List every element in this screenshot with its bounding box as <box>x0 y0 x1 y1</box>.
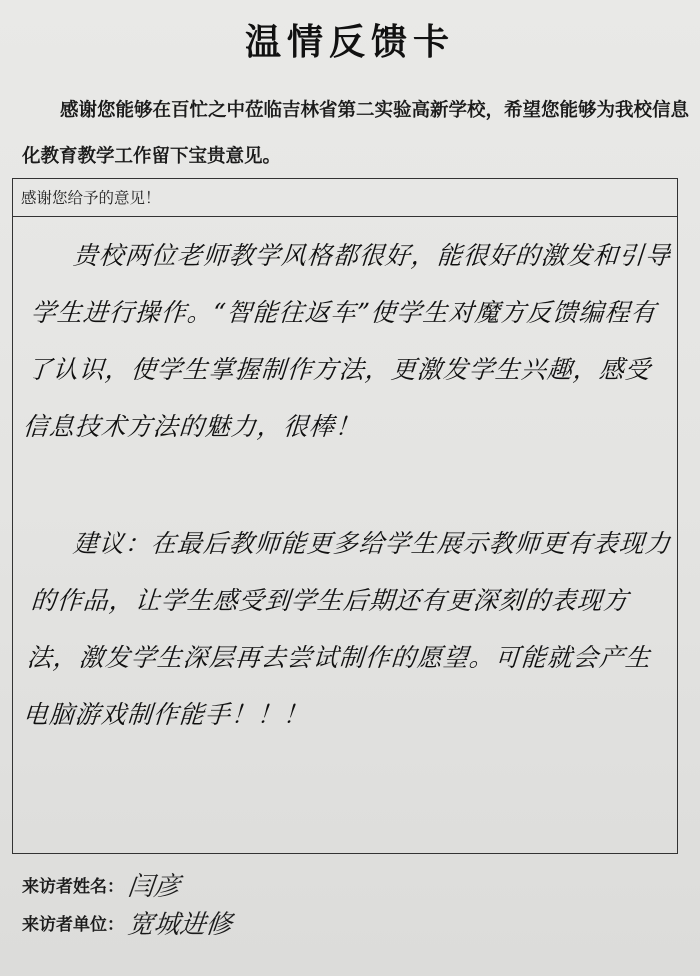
intro-text-content: 感谢您能够在百忙之中莅临吉林省第二实验高新学校，希望您能够为我校信息化教育教学工作留下宝贵意见。 <box>22 100 690 167</box>
visitor-org-value: 宽城进修 <box>126 910 234 940</box>
visitor-org-label: 来访者单位： <box>22 915 124 935</box>
visitor-name-label: 来访者姓名： <box>22 877 124 897</box>
comment-box-header: 感谢您给予的意见！ <box>13 179 677 217</box>
page-title: 温情反馈卡 <box>244 21 455 63</box>
intro-text <box>22 88 692 180</box>
comment-paragraph-2: 建议：在最后教师能更多给学生展示教师更有表现力的作品，让学生感受到学生后期还有更深刻的表现方法，激发学生深层再去尝试制作的愿望。可能就会产生电脑游戏制作能手！！！ <box>22 529 673 729</box>
visitor-name-value: 闫彦 <box>126 872 182 902</box>
handwritten-suggestion <box>21 515 677 743</box>
visitor-name-row <box>22 866 180 903</box>
handwritten-comment <box>21 227 677 455</box>
visitor-org-row <box>22 904 232 941</box>
comment-paragraph-1: 贵校两位老师教学风格都很好，能很好的激发和引导学生进行操作。“智能往返车”使学生对魔方反馈编程有了认识，使学生掌握制作方法，更激发学生兴趣，感受信息技术方法的魅力，很棒！ <box>22 241 673 441</box>
comment-box <box>12 178 678 854</box>
